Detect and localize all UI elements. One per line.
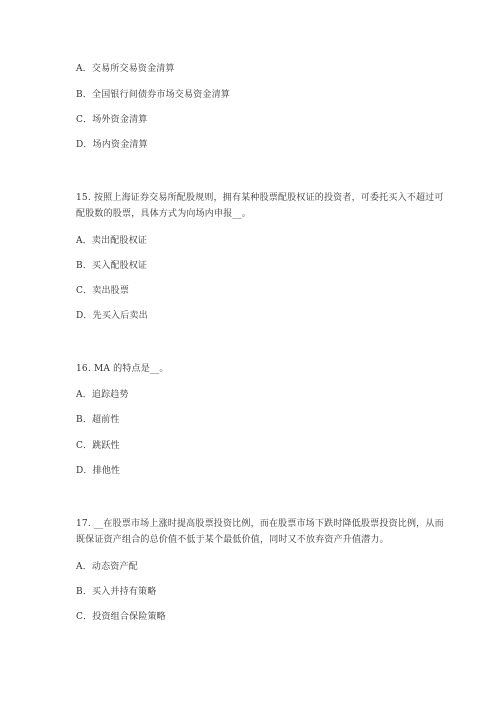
q17-option-a: A．动态资产配 bbox=[76, 562, 138, 572]
q16-option-c: C．跳跃性 bbox=[76, 441, 120, 451]
q15-option-d: D．先买入后卖出 bbox=[76, 311, 148, 321]
q15-stem-line-1: 15. 按照上海证券交易所配股规则，拥有某种股票配股权证的投资者，可委托买入不超过可 bbox=[76, 193, 444, 203]
q17-option-b: B．买入并持有策略 bbox=[76, 587, 157, 597]
q16-stem-line-1: 16. MA 的特点是__。 bbox=[76, 364, 169, 374]
q15-option-b: B．买入配股权证 bbox=[76, 261, 148, 271]
q15-option-c: C．卖出股票 bbox=[76, 286, 130, 296]
q15-option-a: A．卖出配股权证 bbox=[76, 236, 148, 246]
q17-option-c: C．投资组合保险策略 bbox=[76, 612, 166, 622]
q16-option-a: A．追踪趋势 bbox=[76, 390, 129, 400]
q17-stem-line-2: 既保证资产组合的总价值不低于某个最低价值，同时又不放弃资产升值潜力。 bbox=[76, 535, 389, 545]
q14-option-d: D．场内资金清算 bbox=[76, 140, 148, 150]
q14-option-c: C．场外资金清算 bbox=[76, 115, 148, 125]
q16-option-b: B．超前性 bbox=[76, 415, 120, 425]
q14-option-b: B．全国银行间债券市场交易资金清算 bbox=[76, 90, 231, 100]
q16-option-d: D．排他性 bbox=[76, 466, 121, 476]
q14-option-a: A．交易所交易资金清算 bbox=[76, 64, 175, 74]
q15-stem-line-2: 配股数的股票，具体方式为向场内申报__。 bbox=[76, 209, 252, 219]
q17-stem-line-1: 17. __在股票市场上涨时提高股票投资比例，而在股票市场下跌时降低股票投资比例，从而 bbox=[76, 519, 444, 529]
